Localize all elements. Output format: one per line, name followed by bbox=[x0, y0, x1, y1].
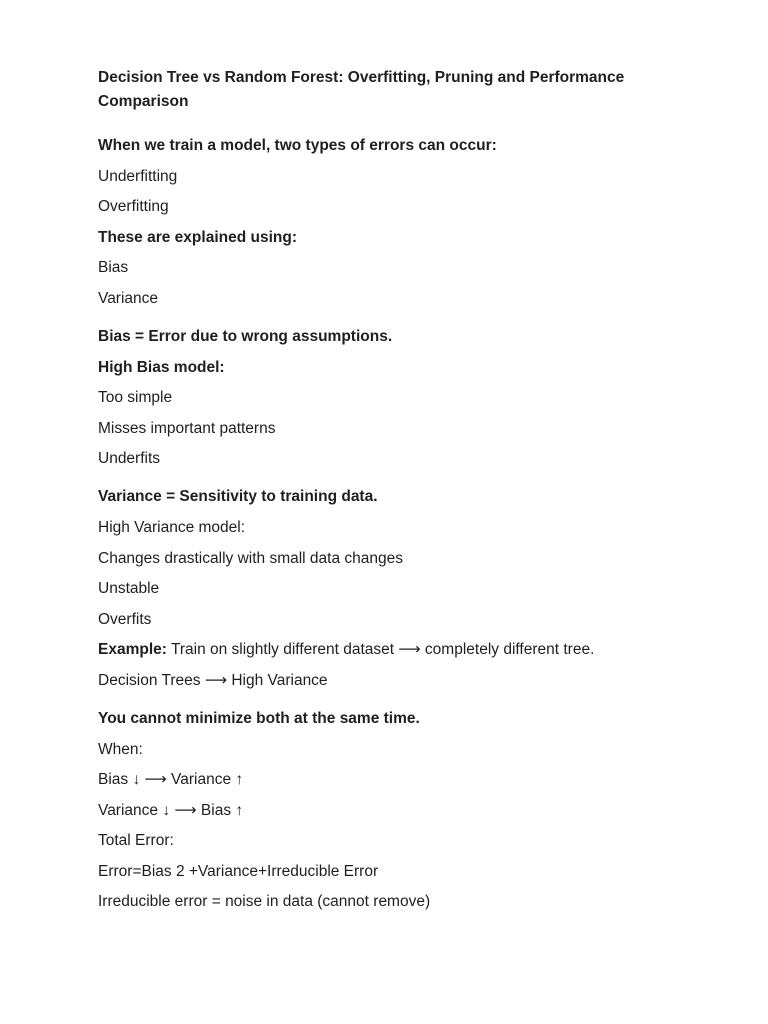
variance-conclusion: Decision Trees ⟶ High Variance bbox=[98, 671, 328, 689]
list-item: Misses important patterns bbox=[98, 419, 276, 437]
document-title: Decision Tree vs Random Forest: Overfitting, Pruning and Performance Comparison bbox=[98, 69, 625, 110]
variance-heading: Variance = Sensitivity to training data. bbox=[98, 488, 378, 506]
list-item: Underfitting bbox=[98, 167, 178, 185]
example-text: Train on slightly different dataset ⟶ completely different tree. bbox=[166, 641, 595, 659]
example-label: Example: bbox=[98, 641, 167, 659]
tradeoff-rule: Bias ↓ ⟶ Variance ↑ bbox=[98, 771, 244, 789]
list-item: Too simple bbox=[98, 389, 173, 407]
high-bias-heading: High Bias model: bbox=[98, 358, 225, 376]
bias-heading: Bias = Error due to wrong assumptions. bbox=[98, 327, 393, 345]
irreducible-error-note: Irreducible error = noise in data (cannot remove) bbox=[98, 893, 431, 911]
tradeoff-rule: Variance ↓ ⟶ Bias ↑ bbox=[98, 801, 244, 819]
tradeoff-heading: You cannot minimize both at the same time. bbox=[98, 709, 420, 727]
explained-heading: These are explained using: bbox=[98, 228, 297, 246]
list-item: Variance bbox=[98, 289, 159, 307]
errors-heading: When we train a model, two types of errors can occur: bbox=[98, 137, 497, 154]
error-formula: Error=Bias 2 +Variance+Irreducible Error bbox=[98, 862, 379, 880]
list-item: Bias bbox=[98, 259, 129, 277]
example-line bbox=[98, 640, 658, 660]
list-item: Overfits bbox=[98, 610, 152, 628]
document-page bbox=[98, 66, 658, 923]
high-variance-heading: High Variance model: bbox=[98, 518, 246, 536]
list-item: Changes drastically with small data changes bbox=[98, 549, 403, 567]
list-item: Underfits bbox=[98, 450, 161, 468]
list-item: Unstable bbox=[98, 580, 160, 598]
list-item: Overfitting bbox=[98, 198, 169, 216]
when-label: When: bbox=[98, 740, 143, 758]
total-error-label: Total Error: bbox=[98, 832, 174, 850]
